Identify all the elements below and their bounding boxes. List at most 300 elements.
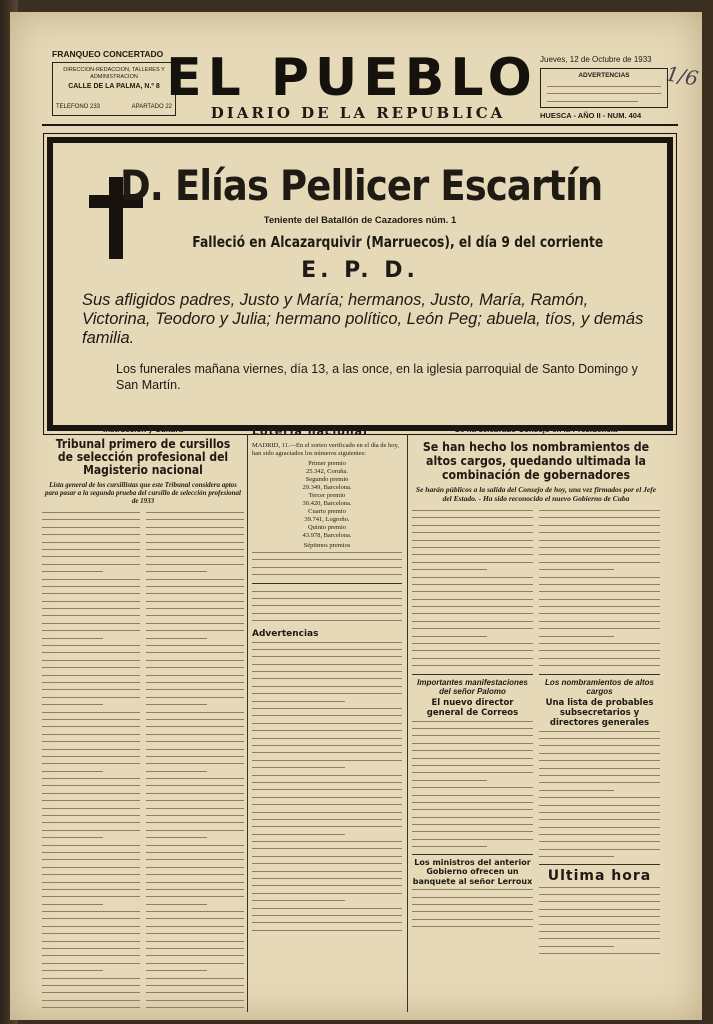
text-line — [539, 603, 660, 610]
text-line — [42, 871, 140, 878]
advertencias-body — [252, 639, 402, 935]
text-line — [539, 831, 660, 838]
text-line — [252, 549, 402, 556]
text-line — [412, 821, 533, 828]
text-line — [539, 647, 660, 654]
text-line — [539, 824, 660, 831]
text-line — [412, 625, 533, 632]
text-line — [539, 662, 660, 669]
newspaper-page — [10, 12, 702, 1020]
text-line — [146, 812, 244, 819]
text-line — [539, 596, 660, 603]
text-line — [42, 834, 103, 841]
text-line — [412, 566, 487, 573]
text-line — [539, 514, 660, 521]
text-line — [252, 801, 402, 808]
text-line — [539, 935, 660, 942]
lerroux-headline: Los ministros del anterior Gobierno ofrecen un banquete al señor Lerroux — [412, 857, 533, 886]
text-line — [146, 997, 244, 1004]
text-line — [146, 975, 244, 982]
text-line — [146, 738, 244, 745]
text-line — [146, 923, 244, 930]
text-line — [146, 672, 244, 679]
text-line — [539, 522, 660, 529]
text-line — [252, 564, 402, 571]
text-line — [146, 605, 244, 612]
text-line — [42, 657, 140, 664]
text-line — [42, 531, 140, 538]
section-label: Instrucción y Cultura — [102, 425, 183, 434]
text-line — [146, 797, 244, 804]
text-line — [146, 635, 207, 642]
text-line — [42, 782, 140, 789]
consejo-kicker: Se ha celebrado Consejo en la Presidencia — [454, 425, 618, 434]
loteria-title: Lotería nacional — [252, 425, 368, 438]
text-line — [539, 787, 614, 794]
text-line — [42, 997, 140, 1004]
text-line — [539, 802, 660, 809]
text-line — [146, 709, 244, 716]
text-line — [146, 546, 244, 553]
text-line — [42, 576, 140, 583]
text-line — [539, 757, 660, 764]
text-line — [252, 927, 402, 934]
prize-label: Cuarto premio — [308, 508, 346, 515]
loteria-intro: MADRID, 11.—En el sorteo verificado en el día de hoy, han sido agraciados los números siguientes: — [252, 442, 399, 457]
text-line — [412, 647, 533, 654]
text-line — [42, 945, 140, 952]
text-line — [42, 524, 140, 531]
text-line — [252, 772, 402, 779]
text-line — [42, 842, 140, 849]
text-line — [42, 1004, 140, 1011]
text-line — [42, 553, 140, 560]
text-line — [42, 923, 140, 930]
text-line — [252, 727, 402, 734]
text-line — [146, 952, 244, 959]
ultima-hora-body — [539, 884, 660, 958]
palomo-article — [412, 674, 533, 958]
text-line — [412, 529, 533, 536]
divider — [539, 864, 660, 865]
text-line — [412, 777, 487, 784]
text-line — [146, 782, 244, 789]
text-line — [42, 694, 140, 701]
text-line — [42, 539, 140, 546]
text-line — [539, 551, 660, 558]
text-line — [146, 649, 244, 656]
body-column — [412, 507, 533, 670]
text-line — [412, 551, 533, 558]
text-line — [146, 930, 244, 937]
text-line — [42, 901, 103, 908]
text-line — [539, 928, 660, 935]
text-line — [252, 556, 402, 563]
consejo-lower — [412, 674, 660, 958]
text-line — [146, 590, 244, 597]
text-line — [252, 749, 402, 756]
address-street: CALLE DE LA PALMA, N.º 8 — [68, 83, 160, 90]
text-line — [539, 750, 660, 757]
text-line — [252, 646, 402, 653]
issue-date: Jueves, 12 de Octubre de 1933 — [540, 55, 652, 64]
text-line — [412, 843, 487, 850]
article-headline: Tribunal primero de cursillos de selección profesional del Magisterio nacional — [55, 437, 231, 477]
text-line — [42, 590, 140, 597]
text-line — [42, 989, 140, 996]
obituary-epd: E. P. D. — [301, 258, 419, 283]
text-line — [412, 799, 533, 806]
names-column — [146, 509, 244, 1012]
palomo-kicker: Importantes manifestaciones del señor Palomo — [417, 677, 528, 696]
text-line — [539, 906, 660, 913]
text-line — [146, 849, 244, 856]
text-line — [412, 718, 533, 725]
text-line — [539, 943, 614, 950]
text-line — [252, 882, 402, 889]
text-line — [42, 731, 140, 738]
text-line — [146, 842, 244, 849]
text-line — [252, 720, 402, 727]
text-line — [539, 816, 660, 823]
advertencias-heading: Advertencias — [252, 628, 319, 639]
text-line — [252, 831, 345, 838]
text-line — [412, 836, 533, 843]
text-line — [146, 856, 244, 863]
article-magisterio — [42, 425, 244, 1012]
obituary-rank: Teniente del Batallón de Cazadores núm. 1 — [263, 215, 457, 226]
text-line — [412, 514, 533, 521]
text-line — [412, 544, 533, 551]
text-line — [42, 797, 140, 804]
text-line — [146, 627, 244, 634]
divider — [252, 583, 402, 584]
text-line — [412, 522, 533, 529]
text-line — [146, 576, 244, 583]
address-direccion: DIRECCION-REDACCION, TALLERES Y ADMINISTRACION — [63, 67, 165, 80]
text-line — [252, 786, 402, 793]
text-line — [412, 588, 533, 595]
text-line — [42, 856, 140, 863]
text-line — [539, 742, 660, 749]
text-line — [42, 672, 140, 679]
text-line — [146, 790, 244, 797]
text-line — [252, 571, 402, 578]
text-line — [252, 617, 402, 624]
text-line — [412, 732, 533, 739]
text-line — [42, 627, 140, 634]
text-line — [146, 989, 244, 996]
text-line — [42, 561, 140, 568]
text-line — [539, 581, 660, 588]
text-line — [539, 950, 660, 957]
text-line — [412, 603, 533, 610]
text-line — [252, 823, 402, 830]
text-line — [42, 775, 140, 782]
text-line — [146, 686, 244, 693]
text-line — [412, 894, 533, 901]
text-line — [146, 901, 207, 908]
text-line — [146, 539, 244, 546]
issue-edition: HUESCA - AÑO II - NUM. 404 — [540, 111, 642, 120]
text-line — [539, 765, 660, 772]
divider — [539, 674, 660, 675]
text-line — [146, 945, 244, 952]
text-line — [146, 886, 244, 893]
obituary-death: Falleció en Alcazarquivir (Marruecos), el día 9 del corriente — [192, 233, 604, 251]
text-line — [539, 779, 660, 786]
obituary-name: D. Elías Pellicer Escartín — [120, 161, 603, 210]
text-line — [146, 805, 244, 812]
handwritten-note: 1/6 — [664, 61, 701, 91]
text-line — [412, 784, 533, 791]
text-line — [252, 838, 402, 845]
text-line — [412, 559, 533, 566]
text-line — [412, 655, 533, 662]
text-line — [252, 683, 402, 690]
names-list — [42, 509, 244, 1012]
text-line — [146, 760, 244, 767]
consejo-subhead: Se harán públicos a la salida del Consejo de hoy, una vez firmados por el Jefe del Estado. - Ha sido reconocido el nuevo Gobierno de Cuba — [415, 485, 657, 503]
column-divider — [407, 434, 408, 1012]
text-line — [252, 757, 402, 764]
text-line — [412, 662, 533, 669]
text-line — [42, 716, 140, 723]
text-line — [146, 583, 244, 590]
address-phone: TELEFONO 233 — [56, 104, 101, 110]
text-line — [252, 698, 345, 705]
article-subhead: Lista general de los cursillistas que este Tribunal considera aptos para pasar a la segunda prueba del cursillo de selección profesional de 1933 — [44, 481, 241, 505]
text-line — [146, 731, 244, 738]
text-line — [42, 738, 140, 745]
consejo-headline: Se han hecho los nombramientos de altos cargos, quedando ultimada la combinación de gobernadores — [422, 440, 650, 482]
palomo-body — [412, 718, 533, 851]
text-line — [252, 602, 402, 609]
text-line — [42, 546, 140, 553]
text-line — [252, 661, 402, 668]
franqueo-label: FRANQUEO CONCERTADO — [52, 49, 164, 59]
text-line — [146, 620, 244, 627]
text-line — [42, 723, 140, 730]
text-line — [42, 649, 140, 656]
text-line — [42, 635, 103, 642]
septimos-label: Séptimos premios — [303, 542, 351, 549]
prize-number: 30.420, Barcelona. — [302, 500, 352, 507]
text-line — [146, 746, 244, 753]
text-line — [42, 516, 140, 523]
prize-number: 39.741, Logroño. — [304, 516, 350, 523]
text-line — [42, 686, 140, 693]
text-line — [146, 768, 207, 775]
nombr-body — [539, 728, 660, 861]
text-line — [42, 982, 140, 989]
text-line — [42, 952, 140, 959]
prize-number: 25.342, Coruña. — [306, 468, 348, 475]
text-line — [146, 642, 244, 649]
text-line — [539, 574, 660, 581]
prize-label: Segundo premio — [305, 476, 349, 483]
text-line — [252, 653, 402, 660]
text-line — [42, 598, 140, 605]
masthead-subtitle: DIARIO DE LA REPUBLICA — [210, 104, 506, 122]
text-line — [146, 679, 244, 686]
text-line — [539, 625, 660, 632]
obituary-family: Sus afligidos padres, Justo y María; hermanos, Justo, María, Ramón, Victorina, Teodoro y Julia; hermano político, León Peg; abuela, tíos, y demás familia. — [82, 291, 644, 347]
text-line — [252, 779, 402, 786]
text-line — [42, 746, 140, 753]
divider — [412, 854, 533, 855]
header-rule — [42, 124, 678, 126]
advertencias-title: ADVERTENCIAS — [578, 72, 630, 79]
text-line — [412, 640, 533, 647]
text-line — [412, 610, 533, 617]
text-line — [412, 747, 533, 754]
text-line — [412, 596, 533, 603]
prize-number: 43.978, Barcelona. — [302, 532, 352, 539]
text-line — [42, 908, 140, 915]
text-line — [539, 588, 660, 595]
text-line — [42, 879, 140, 886]
text-line — [42, 915, 140, 922]
text-line — [412, 574, 533, 581]
text-line — [42, 642, 140, 649]
consejo-body — [412, 507, 660, 670]
text-line — [146, 827, 244, 834]
text-line — [252, 868, 402, 875]
text-line — [539, 921, 660, 928]
text-line — [42, 812, 140, 819]
text-line — [42, 893, 140, 900]
text-line — [146, 531, 244, 538]
names-column — [42, 509, 140, 1012]
text-line — [42, 768, 103, 775]
prize-number: 29.349, Barcelona. — [302, 484, 352, 491]
text-line — [252, 919, 402, 926]
column-divider — [247, 434, 248, 1012]
text-line — [539, 735, 660, 742]
text-line — [252, 816, 402, 823]
text-line — [412, 916, 533, 923]
text-line — [146, 1004, 244, 1011]
text-line — [252, 875, 402, 882]
text-line — [252, 905, 402, 912]
text-line — [412, 769, 533, 776]
text-line — [539, 544, 660, 551]
text-line — [252, 853, 402, 860]
text-line — [539, 884, 660, 891]
text-line — [412, 923, 533, 930]
text-line — [146, 524, 244, 531]
text-line — [539, 559, 660, 566]
text-line — [42, 967, 103, 974]
text-line — [146, 960, 244, 967]
text-line — [42, 605, 140, 612]
text-line — [412, 537, 533, 544]
text-line — [539, 891, 660, 898]
text-line — [412, 908, 533, 915]
text-line — [42, 849, 140, 856]
text-line — [412, 618, 533, 625]
text-line — [42, 509, 140, 516]
septimos-numbers — [252, 549, 402, 579]
text-line — [42, 568, 103, 575]
text-line — [146, 893, 244, 900]
text-line — [412, 886, 533, 893]
text-line — [252, 890, 402, 897]
text-line — [146, 871, 244, 878]
text-line — [146, 864, 244, 871]
advertencias-text — [547, 83, 661, 105]
text-line — [252, 639, 402, 646]
text-line — [539, 809, 660, 816]
prize-list — [252, 460, 402, 540]
text-line — [146, 694, 244, 701]
text-line — [412, 806, 533, 813]
text-line — [412, 792, 533, 799]
text-line — [539, 898, 660, 905]
text-line — [412, 507, 533, 514]
text-line — [412, 581, 533, 588]
nombr-headline: Una lista de probables subsecretarios y directores generales — [545, 697, 654, 728]
text-line — [146, 819, 244, 826]
text-line — [252, 705, 402, 712]
text-line — [42, 760, 140, 767]
text-line — [146, 553, 244, 560]
advertencias-box — [540, 68, 668, 108]
text-line — [146, 879, 244, 886]
text-line — [146, 716, 244, 723]
text-line — [252, 735, 402, 742]
text-line — [539, 853, 614, 860]
text-line — [539, 633, 614, 640]
text-line — [252, 668, 402, 675]
nombr-kicker: Los nombramientos de altos cargos — [545, 677, 654, 696]
text-line — [146, 908, 244, 915]
text-line — [42, 938, 140, 945]
text-line — [412, 740, 533, 747]
text-line — [42, 790, 140, 797]
text-line — [42, 612, 140, 619]
text-line — [42, 930, 140, 937]
text-line — [252, 845, 402, 852]
text-line — [412, 828, 533, 835]
text-line — [252, 860, 402, 867]
obituary-funeral: Los funerales mañana viernes, día 13, a las once, en la iglesia parroquial de Santo Domingo y San Martín. — [116, 362, 638, 392]
lerroux-body — [412, 886, 533, 930]
text-line — [412, 901, 533, 908]
text-line — [252, 675, 402, 682]
masthead-title: EL PUEBLO — [166, 48, 538, 108]
text-line — [539, 794, 660, 801]
text-line — [146, 598, 244, 605]
text-line — [539, 846, 660, 853]
text-line — [539, 529, 660, 536]
loteria-names — [252, 588, 402, 625]
body-column — [539, 507, 660, 670]
palomo-headline: El nuevo director general de Correos — [426, 697, 519, 718]
prize-label: Quinto premio — [307, 524, 347, 531]
text-line — [539, 772, 660, 779]
text-line — [252, 794, 402, 801]
text-line — [539, 640, 660, 647]
text-line — [412, 762, 533, 769]
prize-label: Tercer premio — [308, 492, 346, 499]
text-line — [42, 819, 140, 826]
text-line — [146, 967, 207, 974]
text-line — [42, 701, 103, 708]
address-apartado: APARTADO 22 — [131, 104, 172, 110]
text-line — [539, 618, 660, 625]
